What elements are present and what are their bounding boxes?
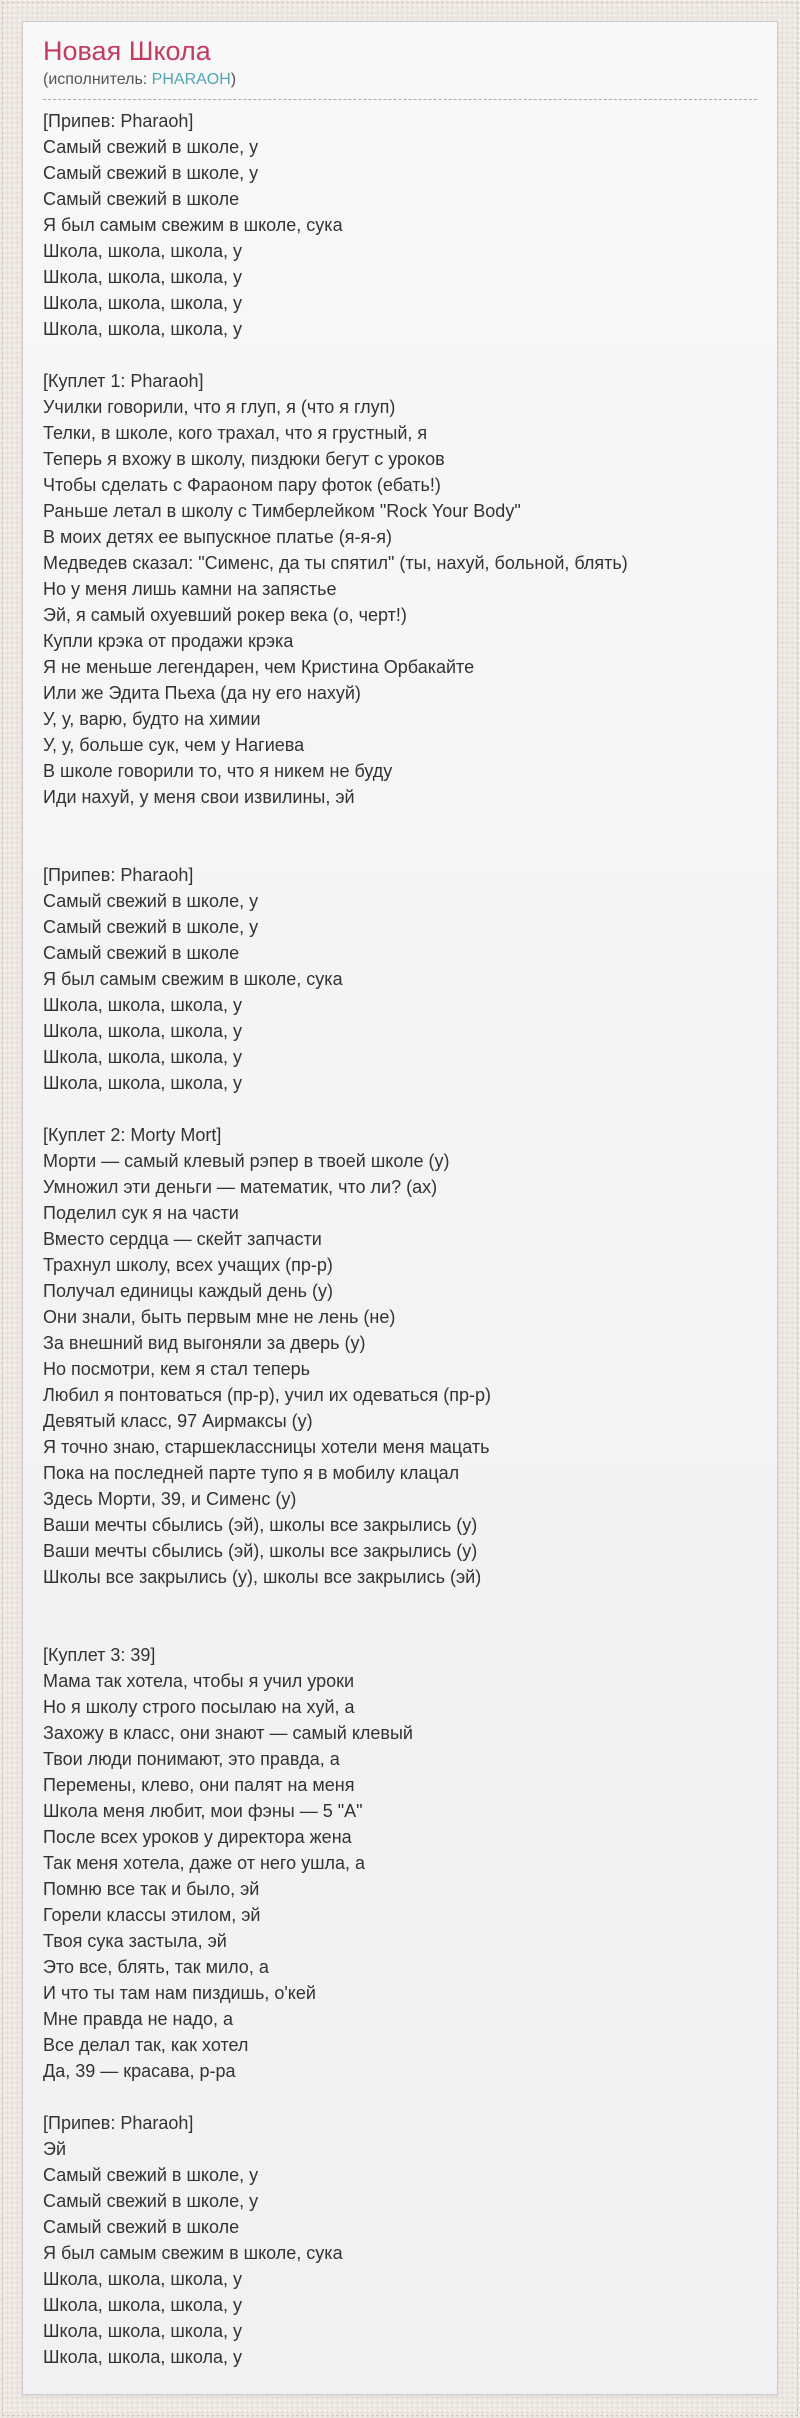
lyrics-line: Вместо сердца — скейт запчасти	[43, 1229, 322, 1249]
lyrics	[43, 108, 757, 2370]
lyrics-line: Телки, в школе, кого трахал, что я грустный, я	[43, 423, 428, 443]
lyrics-line	[43, 2084, 757, 2110]
lyrics-line: В моих детях ее выпускное платье (я-я-я)	[43, 527, 392, 547]
lyrics-line: Я не меньше легендарен, чем Кристина Орбакайте	[43, 657, 475, 677]
lyrics-line: Помню все так и было, эй	[43, 1879, 260, 1899]
lyrics-line: Чтобы сделать с Фараоном пару фоток (ебать!)	[43, 475, 441, 495]
lyrics-line: Школа, школа, школа, у	[43, 1021, 243, 1041]
lyrics-line: Иди нахуй, у меня свои извилины, эй	[43, 787, 355, 807]
lyrics-line: Я был самым свежим в школе, сука	[43, 215, 343, 235]
lyrics-line: Самый свежий в школе, у	[43, 917, 259, 937]
lyrics-line: Школа, школа, школа, у	[43, 241, 243, 261]
lyrics-line: Да, 39 — красава, р-ра	[43, 2061, 236, 2081]
lyrics-line: Школа, школа, школа, у	[43, 293, 243, 313]
lyrics-line: Ваши мечты сбылись (эй), школы все закрылись (у)	[43, 1515, 478, 1535]
lyrics-line	[43, 1616, 757, 1642]
lyrics-line: Школа, школа, школа, у	[43, 2347, 243, 2367]
lyrics-line: Самый свежий в школе	[43, 189, 240, 209]
lyrics-line: Захожу в класс, они знают — самый клевый	[43, 1723, 413, 1743]
lyrics-line: Купли крэка от продажи крэка	[43, 631, 294, 651]
lyrics-line: Самый свежий в школе, у	[43, 2165, 259, 2185]
lyrics-line: Я был самым свежим в школе, сука	[43, 2243, 343, 2263]
lyrics-line	[43, 810, 757, 836]
lyrics-line: И что ты там нам пиздишь, о'кей	[43, 1983, 316, 2003]
song-artist-line	[43, 69, 757, 91]
lyrics-line: Медведев сказал: "Сименс, да ты спятил" (ты, нахуй, больной, блять)	[43, 553, 628, 573]
lyrics-line	[43, 1096, 757, 1122]
lyrics-line: Здесь Морти, 39, и Сименс (у)	[43, 1489, 297, 1509]
lyrics-line: Твоя сука застыла, эй	[43, 1931, 227, 1951]
lyrics-line: Самый свежий в школе, у	[43, 891, 259, 911]
lyrics-line: Так меня хотела, даже от него ушла, а	[43, 1853, 366, 1873]
lyrics-line: Твои люди понимают, это правда, а	[43, 1749, 340, 1769]
lyrics-line	[43, 836, 757, 862]
lyrics-line: Морти — самый клевый рэпер в твоей школе (у)	[43, 1151, 450, 1171]
lyrics-line: У, у, больше сук, чем у Нагиева	[43, 735, 305, 755]
lyrics-line: Самый свежий в школе	[43, 2217, 240, 2237]
lyrics-line: Ваши мечты сбылись (эй), школы все закрылись (у)	[43, 1541, 478, 1561]
lyrics-line: Теперь я вхожу в школу, пиздюки бегут с уроков	[43, 449, 445, 469]
lyrics-line: Поделил сук я на части	[43, 1203, 239, 1223]
artist-label-close: )	[230, 71, 237, 88]
lyrics-section-header: [Припев: Pharaoh]	[43, 2113, 194, 2133]
lyrics-line: Но у меня лишь камни на запястье	[43, 579, 337, 599]
artist-link[interactable]: PHARAOH	[151, 71, 231, 88]
lyrics-line: После всех уроков у директора жена	[43, 1827, 352, 1847]
lyrics-line: Это все, блять, так мило, а	[43, 1957, 269, 1977]
lyrics-line: Я был самым свежим в школе, сука	[43, 969, 343, 989]
lyrics-line: Самый свежий в школе, у	[43, 163, 259, 183]
lyrics-line	[43, 342, 757, 368]
lyrics-line: Школа меня любит, мои фэны — 5 "А"	[43, 1801, 363, 1821]
lyrics-card	[22, 21, 778, 2395]
lyrics-line: Самый свежий в школе	[43, 943, 240, 963]
lyrics-line: Мама так хотела, чтобы я учил уроки	[43, 1671, 355, 1691]
lyrics-line: Но посмотри, кем я стал теперь	[43, 1359, 311, 1379]
lyrics-line: Школы все закрылись (у), школы все закрылись (эй)	[43, 1567, 482, 1587]
lyrics-line: Перемены, клево, они палят на меня	[43, 1775, 355, 1795]
lyrics-line: Школа, школа, школа, у	[43, 319, 243, 339]
lyrics-line: Умножил эти деньги — математик, что ли? (ах)	[43, 1177, 438, 1197]
lyrics-line: В школе говорили то, что я никем не буду	[43, 761, 393, 781]
lyrics-line: Самый свежий в школе, у	[43, 2191, 259, 2211]
lyrics-line: Горели классы этилом, эй	[43, 1905, 261, 1925]
lyrics-line: Я точно знаю, старшеклассницы хотели меня мацать	[43, 1437, 490, 1457]
lyrics-line: Любил я понтоваться (пр-р), учил их одеваться (пр-р)	[43, 1385, 491, 1405]
lyrics-line: Раньше летал в школу с Тимберлейком "Rock Your Body"	[43, 501, 521, 521]
lyrics-line: Эй, я самый охуевший рокер века (о, черт!)	[43, 605, 407, 625]
lyrics-line: Эй	[43, 2139, 66, 2159]
lyrics-line: Школа, школа, школа, у	[43, 1047, 243, 1067]
lyrics-line: Или же Эдита Пьеха (да ну его нахуй)	[43, 683, 361, 703]
lyrics-line: За внешний вид выгоняли за дверь (у)	[43, 1333, 366, 1353]
lyrics-line	[43, 1590, 757, 1616]
lyrics-section-header: [Куплет 3: 39]	[43, 1645, 156, 1665]
lyrics-line: Школа, школа, школа, у	[43, 267, 243, 287]
lyrics-line: Училки говорили, что я глуп, я (что я глуп)	[43, 397, 396, 417]
lyrics-section-header: [Куплет 2: Morty Mort]	[43, 1125, 222, 1145]
lyrics-line: Но я школу строго посылаю на хуй, а	[43, 1697, 355, 1717]
lyrics-line: Школа, школа, школа, у	[43, 2321, 243, 2341]
lyrics-section-header: [Куплет 1: Pharaoh]	[43, 371, 204, 391]
artist-label: (исполнитель:	[43, 71, 148, 88]
lyrics-line: Школа, школа, школа, у	[43, 2269, 243, 2289]
lyrics-line: Школа, школа, школа, у	[43, 2295, 243, 2315]
lyrics-line: Школа, школа, школа, у	[43, 995, 243, 1015]
lyrics-section-header: [Припев: Pharaoh]	[43, 111, 194, 131]
song-header	[43, 35, 757, 100]
lyrics-line: Мне правда не надо, а	[43, 2009, 234, 2029]
lyrics-line: У, у, варю, будто на химии	[43, 709, 261, 729]
lyrics-line: Самый свежий в школе, у	[43, 137, 259, 157]
lyrics-line: Все делал так, как хотел	[43, 2035, 249, 2055]
song-title: Новая Школа	[43, 36, 211, 66]
lyrics-line: Трахнул школу, всех учащих (пр-р)	[43, 1255, 333, 1275]
lyrics-section-header: [Припев: Pharaoh]	[43, 865, 194, 885]
lyrics-line: Пока на последней парте тупо я в мобилу клацал	[43, 1463, 460, 1483]
lyrics-line: Получал единицы каждый день (у)	[43, 1281, 334, 1301]
lyrics-line: Школа, школа, школа, у	[43, 1073, 243, 1093]
lyrics-line: Девятый класс, 97 Аирмаксы (у)	[43, 1411, 313, 1431]
lyrics-line: Они знали, быть первым мне не лень (не)	[43, 1307, 396, 1327]
